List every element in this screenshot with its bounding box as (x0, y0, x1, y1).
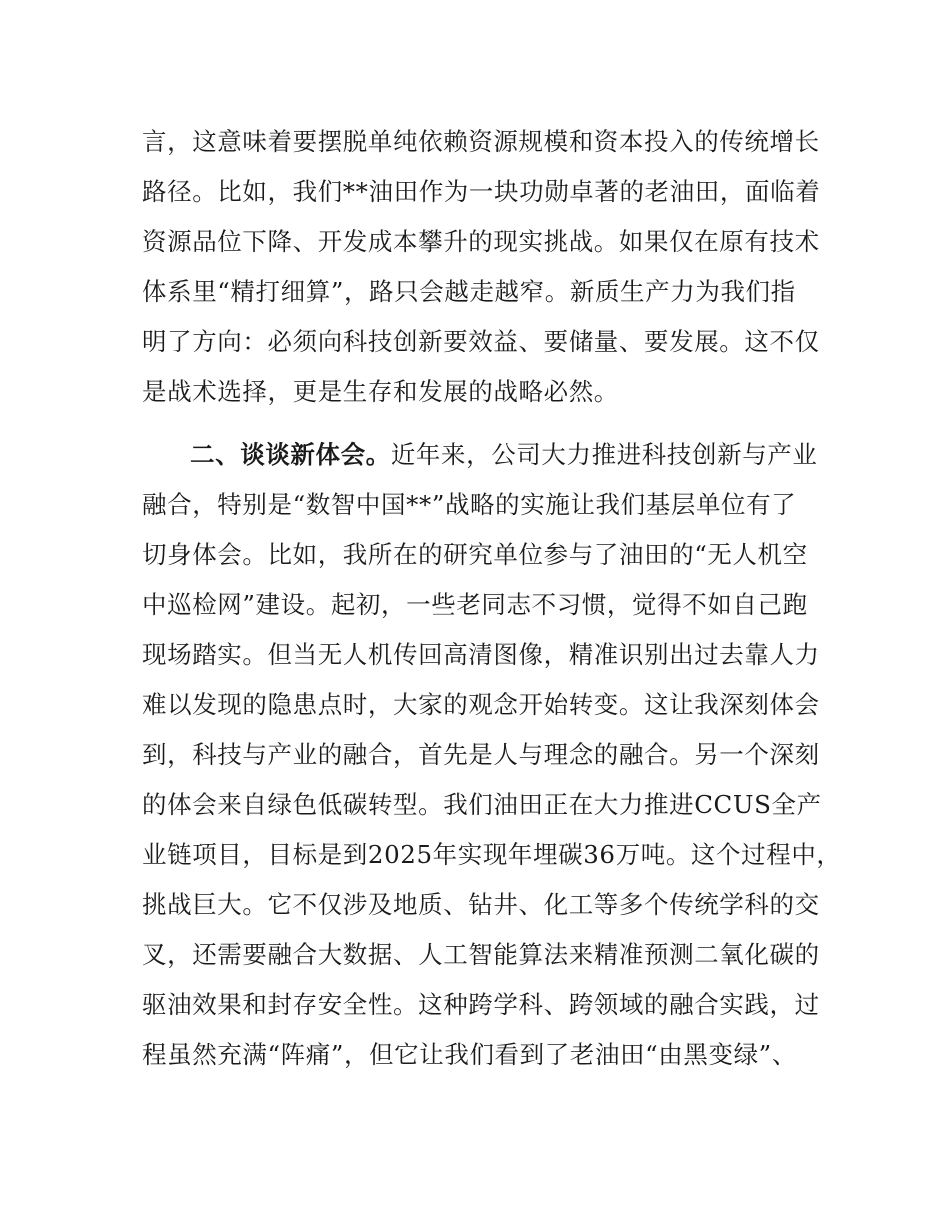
text-line: 驱油效果和封存安全性。这种跨学科、跨领域的融合实践，过 (142, 990, 820, 1019)
text-line-first (190, 438, 818, 472)
text-line: 是战术选择，更是生存和发展的战略必然。 (142, 377, 619, 406)
text-line: 资源品位下降、开发成本攀升的现实挑战。如果仅在原有技术 (142, 227, 820, 256)
text-line: 路径。比如，我们**油田作为一块功勋卓著的老油田，面临着 (142, 177, 821, 206)
text-line: 难以发现的隐患点时，大家的观念开始转变。这让我深刻体会 (142, 690, 820, 719)
text-line: 叉，还需要融合大数据、人工智能算法来精准预测二氧化碳的 (142, 940, 820, 969)
text-line: 业链项目，目标是到2025年实现年埋碳36万吨。这个过程中， (142, 840, 842, 869)
text-line: 切身体会。比如，我所在的研究单位参与了油田的“无人机空 (142, 540, 808, 569)
text-line: 体系里“精打细算”，路只会越走越窄。新质生产力为我们指 (142, 277, 796, 306)
first-line-text: 近年来，公司大力推进科技创新与产业 (390, 440, 818, 469)
text-line: 现场踏实。但当无人机传回高清图像，精准识别出过去靠人力 (142, 640, 820, 669)
text-line: 程虽然充满“阵痛”，但它让我们看到了老油田“由黑变绿”、 (142, 1040, 797, 1069)
text-line: 明了方向：必须向科技创新要效益、要储量、要发展。这不仅 (142, 327, 820, 356)
text-line: 的体会来自绿色低碳转型。我们油田正在大力推进CCUS全产 (142, 790, 822, 819)
section-heading: 二、谈谈新体会。 (190, 440, 391, 469)
text-line: 中巡检网”建设。起初，一些老同志不习惯，觉得不如自己跑 (142, 590, 808, 619)
text-line: 言，这意味着要摆脱单纯依赖资源规模和资本投入的传统增长 (142, 127, 820, 156)
text-line: 挑战巨大。它不仅涉及地质、钻井、化工等多个传统学科的交 (142, 890, 820, 919)
text-line: 到，科技与产业的融合，首先是人与理念的融合。另一个深刻 (142, 740, 820, 769)
text-line: 融合，特别是“数智中国**”战略的实施让我们基层单位有了 (142, 490, 797, 519)
